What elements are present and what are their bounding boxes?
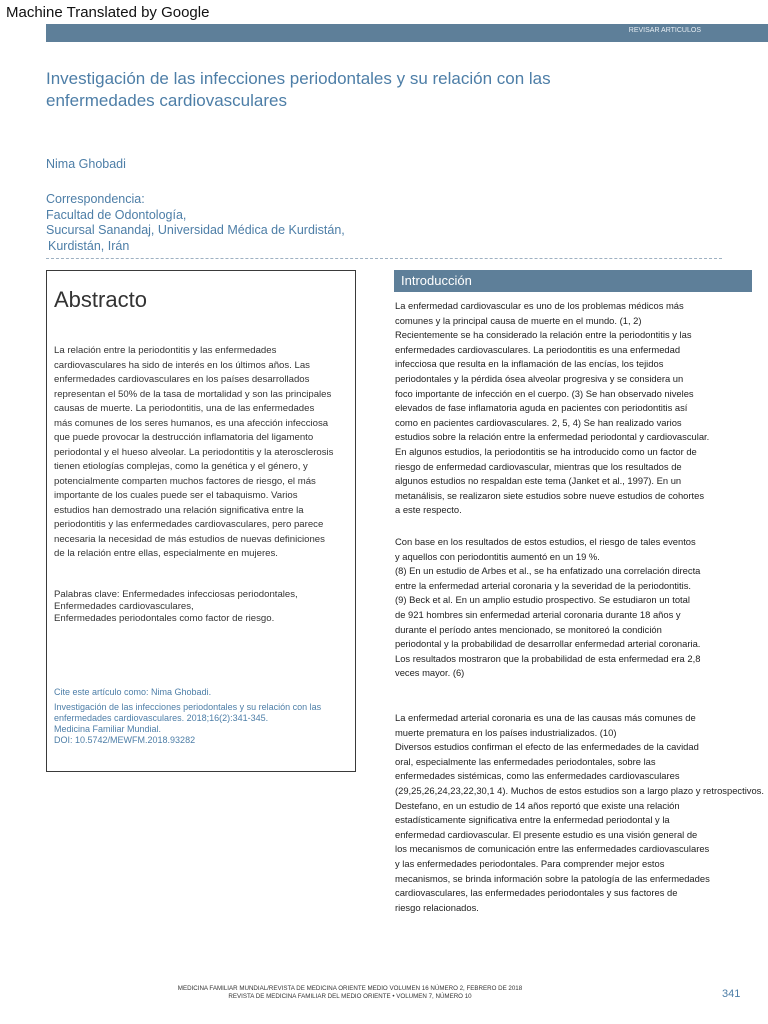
keyword-line: Enfermedades cardiovasculares,: [54, 601, 194, 612]
abstract-line: representan el 50% de la tasa de mortalidad y son las principales: [54, 388, 332, 400]
body-line: enfermedad cardiovascular. El presente estudio es una visión general de: [395, 828, 698, 840]
body-line: foco importante de infección en el cuerpo. (3) Se han observado niveles: [395, 387, 694, 399]
doi-link[interactable]: DOI: 10.5742/MEWFM.2018.93282: [54, 735, 196, 745]
body-line: de 921 hombres sin enfermedad arterial coronaria durante 18 años y: [395, 608, 681, 620]
abstract-text: [54, 344, 350, 562]
abstract-line: potencialmente comparten muchos factores de riesgo, el más: [54, 475, 316, 487]
body-line: periodontal y la probabilidad de desarrollar enfermedad arterial coronaria.: [395, 638, 701, 650]
article-author: Nima Ghobadi: [46, 157, 126, 171]
body-line: algunos estudios no respaldan este tema (Janket et al., 1997). En un: [395, 475, 682, 487]
journal-footer: [0, 985, 700, 1000]
abstract-box: [46, 270, 356, 772]
body-line: enfermedades sistémicas, como las enfermedades cardiovasculares: [395, 770, 680, 782]
body-line: cardiovasculares, las enfermedades periodontales y sus factores de: [395, 887, 678, 899]
citation-intro: Cite este artículo como: Nima Ghobadi.: [54, 687, 212, 697]
body-line: a este respecto.: [395, 504, 462, 516]
body-line: enfermedades cardiovasculares. La periodontitis es una enfermedad: [395, 343, 681, 355]
abstract-line: causas de muerte. La periodontitis, una de las enfermedades: [54, 403, 315, 414]
abstract-line: importante de los cuales puede ser el tabaquismo. Varios: [54, 490, 298, 501]
body-line: como en pacientes cardiovasculares. 2, 5, 4) Se han realizado varios: [395, 416, 682, 428]
body-line: muerte prematura en los países industrializados. (10): [395, 726, 617, 738]
body-line: y las enfermedades periodontales. Para comprender mejor estos: [395, 857, 665, 869]
body-line: metanálisis, se realizaron siete estudios sobre nueve estudios de cohortes: [395, 489, 705, 501]
body-line: Diversos estudios confirman el efecto de las enfermedades de la cavidad: [395, 741, 699, 753]
abstract-line: periodontitis y las enfermedades cardiovasculares, pero parece: [54, 519, 324, 530]
correspondence-line: Kurdistán, Irán: [48, 238, 130, 253]
body-line: (9) Beck et al. En un amplio estudio prospectivo. Se estudiaron un total: [395, 594, 690, 606]
intro-paragraph-1: [395, 299, 768, 518]
intro-paragraph-2: [395, 535, 768, 681]
abstract-line: de la relación entre ellas, especialmente en mujeres.: [54, 548, 278, 559]
citation-line: Investigación de las infecciones periodontales y su relación con las: [54, 702, 322, 712]
abstract-line: más comunes de los seres humanos, es una afección infecciosa: [54, 417, 329, 429]
footer-line: MEDICINA FAMILIAR MUNDIAL/REVISTA DE MEDICINA ORIENTE MEDIO VOLUMEN 16 NÚMERO 2, FEBRERO DE 2018: [177, 985, 523, 992]
abstract-line: que puede provocar la destrucción inflamatoria del ligamento: [54, 432, 314, 443]
body-line: (8) En un estudio de Arbes et al., se ha enfatizado una correlación directa: [395, 565, 701, 577]
citation-line: Medicina Familiar Mundial.: [54, 724, 162, 734]
introduction-heading: Introducción: [401, 273, 472, 288]
abstract-line: necesaria la necesidad de más estudios de nuevas definiciones: [54, 533, 325, 545]
intro-paragraph-3: [395, 711, 768, 915]
machine-translation-banner: Machine Translated by Google: [6, 4, 210, 21]
body-line: mecanismos, se brinda información sobre la patología de las enfermedades: [395, 872, 710, 884]
abstract-line: estudios han demostrado una relación significativa entre la: [54, 504, 304, 516]
dashed-divider: [46, 258, 722, 259]
body-line: riesgo de enfermedad cardiovascular, mientras que los resultados de: [395, 460, 682, 472]
body-line: estudios sobre la relación entre la enfermedad periodontal y cardiovascular.: [395, 431, 710, 443]
correspondence-line: Sucursal Sanandaj, Universidad Médica de Kurdistán,: [46, 223, 345, 237]
body-line: (29,25,26,24,23,22,30,1 4). Muchos de estos estudios son a largo plazo y retrospectivos.: [395, 784, 764, 796]
abstract-heading: Abstracto: [54, 287, 147, 312]
citation-line: enfermedades cardiovasculares. 2018;16(2):341-345.: [54, 713, 269, 723]
body-line: y aquellos con periodontitis aumentó en un 19 %.: [395, 550, 600, 562]
body-line: infecciosa que resulta en la inflamación de las encías, los tejidos: [395, 358, 664, 370]
keyword-line: Palabras clave: Enfermedades infecciosas periodontales,: [54, 589, 298, 600]
section-label: REVISAR ARTICULOS: [628, 27, 701, 34]
abstract-line: tienen etiologías complejas, como la genética y el género, y: [54, 461, 308, 472]
body-line: estadísticamente significativa entre la enfermedad periodontal y la: [395, 814, 670, 826]
correspondence: [46, 192, 345, 254]
correspondence-line: Correspondencia:: [46, 192, 145, 206]
abstract-line: enfermedades cardiovasculares en los países desarrollados: [54, 374, 310, 385]
introduction-header: [394, 270, 752, 292]
body-line: oral, especialmente las enfermedades periodontales, sobre las: [395, 755, 656, 767]
body-line: Recientemente se ha considerado la relación entre la periodontitis y las: [395, 329, 692, 341]
keyword-line: Enfermedades periodontales como factor de riesgo.: [54, 613, 275, 624]
correspondence-line: Facultad de Odontología,: [46, 207, 187, 222]
body-line: Destefano, en un estudio de 14 años reportó que existe una relación: [395, 799, 680, 811]
body-line: entre la enfermedad arterial coronaria y la severidad de la periodontitis.: [395, 579, 691, 591]
body-line: los mecanismos de comunicación entre las enfermedades cardiovasculares: [395, 843, 710, 855]
body-line: La enfermedad arterial coronaria es una de las causas más comunes de: [395, 712, 696, 723]
page-number: 341: [722, 988, 741, 1000]
article-title: Investigación de las infecciones periodontales y su relación con las enfermedades cardiovasculares: [46, 69, 551, 110]
abstract-line: cardiovasculares ha sido de interés en los últimos años. Las: [54, 359, 310, 371]
body-line: periodontales y la pérdida ósea alveolar progresiva y se considera un: [395, 372, 684, 384]
header-band: [46, 24, 768, 42]
abstract-line: La relación entre la periodontitis y las enfermedades: [54, 345, 277, 356]
body-line: En algunos estudios, la periodontitis se ha introducido como un factor de: [395, 445, 697, 457]
citation: [54, 687, 350, 746]
footer-line: REVISTA DE MEDICINA FAMILIAR DEL MEDIO ORIENTE • VOLUMEN 7, NÚMERO 10: [228, 992, 472, 1000]
body-line: durante el período antes mencionado, se monitoreó la condición: [395, 623, 662, 635]
body-line: veces mayor. (6): [395, 667, 465, 679]
body-line: riesgo relacionados.: [395, 901, 479, 913]
keywords: [54, 589, 350, 625]
body-line: Con base en los resultados de estos estudios, el riesgo de tales eventos: [395, 536, 696, 547]
body-line: elevados de fase inflamatoria aguda en pacientes con periodontitis así: [395, 402, 688, 414]
body-line: Los resultados mostraron que la probabilidad de esta enfermedad era 2,8: [395, 652, 701, 664]
abstract-line: periodontal y el hueso alveolar. La periodontitis y la aterosclerosis: [54, 446, 334, 458]
body-line: La enfermedad cardiovascular es uno de los problemas médicos más: [395, 300, 684, 311]
body-line: comunes y la principal causa de muerte en el mundo. (1, 2): [395, 314, 642, 326]
